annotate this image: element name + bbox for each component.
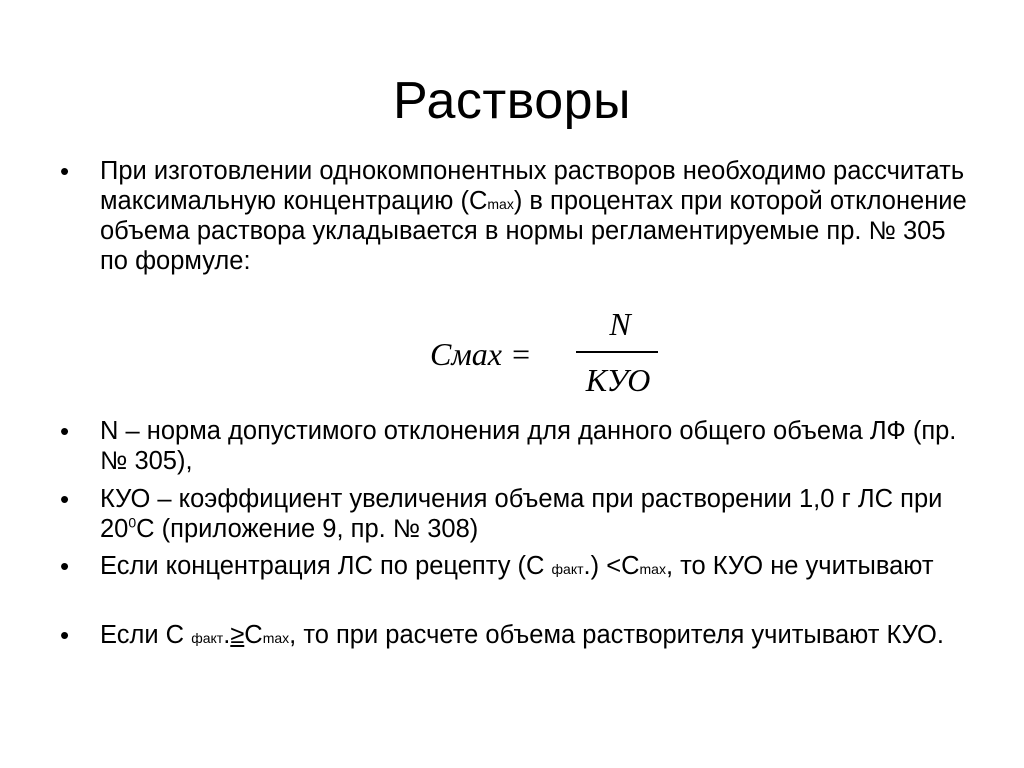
formula-cmax	[430, 304, 670, 404]
bullet-item-4	[60, 551, 980, 581]
subscript-fact: факт	[191, 630, 224, 646]
bullet-text-part: , то КУО не учитывают	[665, 552, 934, 580]
bullet-text-part: C	[244, 621, 263, 649]
bullet-text-part: При изготовлении однокомпонентных растворов необходимо рассчитать максимальную концентрацию (C	[100, 157, 965, 215]
bullet-text	[100, 484, 980, 544]
bullet-text-part: .) <C	[583, 552, 640, 580]
bullet-item-1	[60, 156, 980, 276]
bullet-dot: •	[60, 156, 70, 186]
bullet-dot: •	[60, 484, 70, 514]
slide-title: Растворы	[393, 72, 631, 130]
bullet-text-part: , то при расчете объема растворителя учитывают КУО.	[289, 621, 944, 649]
bullet-item-3	[60, 484, 980, 544]
bullet-dot: •	[60, 416, 70, 446]
bullet-text-part: Если С	[100, 621, 192, 649]
formula-fraction-bar	[576, 351, 658, 353]
bullet-dot: •	[60, 551, 70, 581]
formula-denominator: КУО	[585, 362, 651, 398]
bullet-text-part: .	[223, 621, 231, 649]
subscript-max: max	[487, 196, 514, 212]
bullet-text	[100, 620, 980, 650]
superscript-degree: 0	[128, 514, 137, 531]
bullet-text-part: С (приложение 9, пр. № 308)	[136, 515, 479, 543]
bullet-text	[100, 156, 980, 276]
bullet-text: N – норма допустимого отклонения для данного общего объема ЛФ (пр. № 305),	[100, 417, 957, 475]
greater-equal-sign: ≥	[230, 621, 245, 649]
subscript-max: max	[639, 561, 666, 577]
bullet-text	[100, 551, 980, 581]
bullet-dot: •	[60, 620, 70, 650]
bullet-item-2	[60, 416, 980, 476]
subscript-max: max	[262, 630, 290, 646]
bullet-item-5	[60, 620, 980, 650]
bullet-text-part: Если концентрация ЛС по рецепту (С	[100, 552, 552, 580]
bullet-text-part: КУО – коэффициент увеличения объема при растворении 1,0 г ЛС при 20	[100, 485, 943, 543]
formula-left-side: Cмах =	[430, 336, 532, 372]
subscript-fact: факт	[551, 561, 584, 577]
formula-numerator: N	[609, 306, 631, 342]
bullet-text-part: ) в процентах при которой отклонение объема раствора укладывается в нормы регламентируемые пр. № 305 по формуле:	[100, 187, 967, 275]
